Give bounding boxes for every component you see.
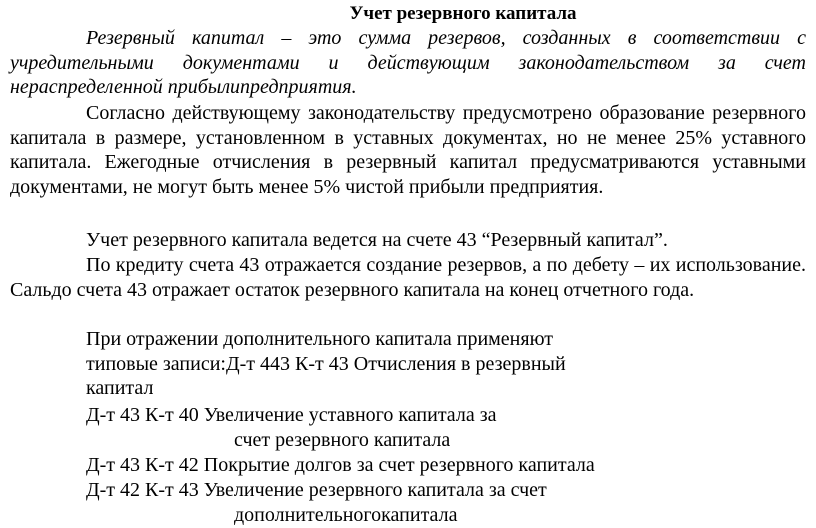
- legislation-paragraph: Согласно действующему законодательству предусмотрено образование резервного капитала в размере, установленном в уставных документах, но не менее 25% уставного капитала. Ежегодные отчисления в резервный капитал предусматриваются уставными документами, не могут быть менее 5% чистой прибыли предприятия.: [10, 102, 806, 198]
- entries-intro: При отражении дополнительного капитала применяют типовые записи:Д-т 443 К-т 43 Отчисления в резервный капитал: [86, 328, 566, 399]
- account-paragraph: Учет резервного капитала ведется на счете 43 “Резервный капитал”.: [86, 229, 668, 251]
- entry-line: Д-т 42 К-т 43 Увеличение резервного капитала за счет: [86, 479, 547, 501]
- credit-debit-paragraph: По кредиту счета 43 отражается создание резервов, а по дебету – их использование. Сальдо счета 43 отражает остаток резервного капитала на конец отчетного года.: [10, 254, 806, 301]
- page-title: Учет резервного капитала: [349, 3, 577, 24]
- definition-paragraph: Резервный капитал – это сумма резервов, созданных в соответствии с учредительными документами и действующим законодательством за счет нераспределенной прибылипредприятия.: [10, 27, 806, 98]
- entry-line: Д-т 43 К-т 42 Покрытие долгов за счет резервного капитала: [86, 454, 595, 476]
- entry-line: Д-т 43 К-т 40 Увеличение уставного капитала за: [86, 404, 497, 426]
- entry-continuation: счет резервного капитала: [234, 429, 451, 451]
- entry-continuation: дополнительногокапитала: [234, 504, 458, 526]
